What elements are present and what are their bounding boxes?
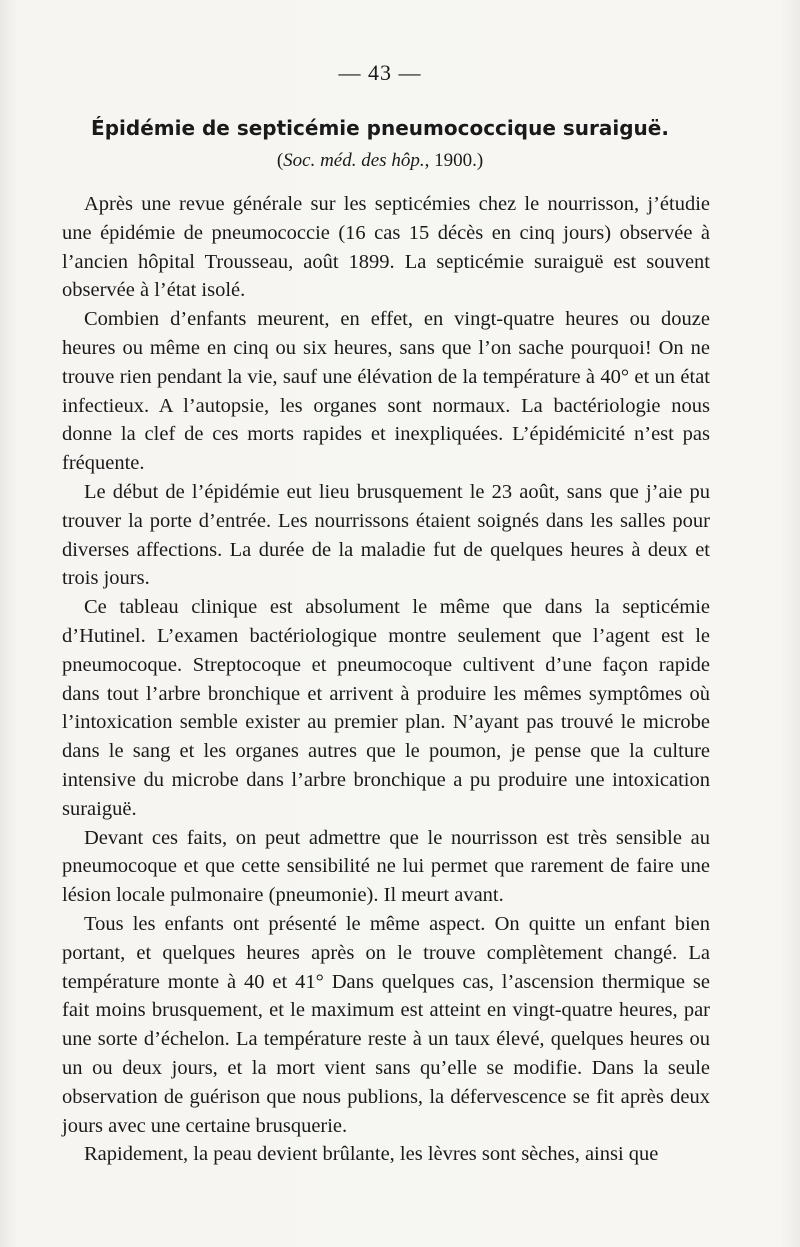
citation-source: Soc. méd. des hôp. <box>283 150 425 171</box>
paragraph-6: Tous les enfants ont présenté le même aspect. On quitte un enfant bien portant, et quelques heures après on le trouve complètement changé. La température monte à 40 et 41° Dans quelques cas, l’ascension thermique se fait moins brusquement, et le maximum est atteint en vingt-quatre heures, par une sorte d’échelon. La température reste à un taux élevé, quelques heures ou un ou deux jours, et la mort vient sans qu’elle se modifie. Dans la seule observation de guérison que nous publions, la défervescence se fit après deux jours avec une certaine brusquerie. <box>62 912 710 1137</box>
paragraph-7: Rapidement, la peau devient brûlante, les lèvres sont sèches, ainsi que <box>84 1143 659 1166</box>
citation <box>0 150 760 172</box>
paragraph-5: Devant ces faits, on peut admettre que le nourrisson est très sensible au pneumocoque et que cette sensibilité ne lui permet que rarement de faire une lésion locale pulmonaire (pneumonie). Il meurt avant. <box>62 826 710 907</box>
page-number: — 43 — <box>338 60 422 85</box>
body-text <box>62 190 710 1169</box>
citation-open: ( <box>276 150 284 171</box>
paragraph-2: Combien d’enfants meurent, en effet, en vingt-quatre heures ou douze heures ou même en cinq ou six heures, sans que l’on sache pourquoi! On ne trouve rien pendant la vie, sauf une élévation de la température à 40° et un état infectieux. A l’autopsie, les organes sont normaux. La bactériologie nous donne la clef de ces morts rapides et inexpliquées. L’épidémicité n’est pas fréquente. <box>62 308 710 475</box>
paragraph-1: Après une revue générale sur les septicémies chez le nourrisson, j’étudie une épidémie de pneumococcie (16 cas 15 décès en cinq jours) observée à l’ancien hôpital Trousseau, août 1899. La septicémie suraiguë est souvent observée à l’état isolé. <box>62 193 710 302</box>
section-title: Épidémie de septicémie pneumococcique suraiguë. <box>91 116 669 140</box>
citation-year: , 1900.) <box>424 150 484 171</box>
paragraph-3: Le début de l’épidémie eut lieu brusquement le 23 août, sans que j’aie pu trouver la porte d’entrée. Les nourrissons étaient soignés dans les salles pour diverses affections. La durée de la maladie fut de quelques heures à deux et trois jours. <box>62 480 710 590</box>
paragraph-4: Ce tableau clinique est absolument le même que dans la septicémie d’Hutinel. L’examen bactériologique montre seulement que l’agent est le pneumocoque. Streptocoque et pneumocoque cultivent d’une façon rapide dans tout l’arbre bronchique et arrivent à produire les mêmes symptômes où l’intoxication semble exister au premier plan. N’ayant pas trouvé le microbe dans le sang et les organes autres que le poumon, je pense que la culture intensive du microbe dans l’arbre bronchique a pu produire une intoxication suraiguë. <box>62 596 710 820</box>
